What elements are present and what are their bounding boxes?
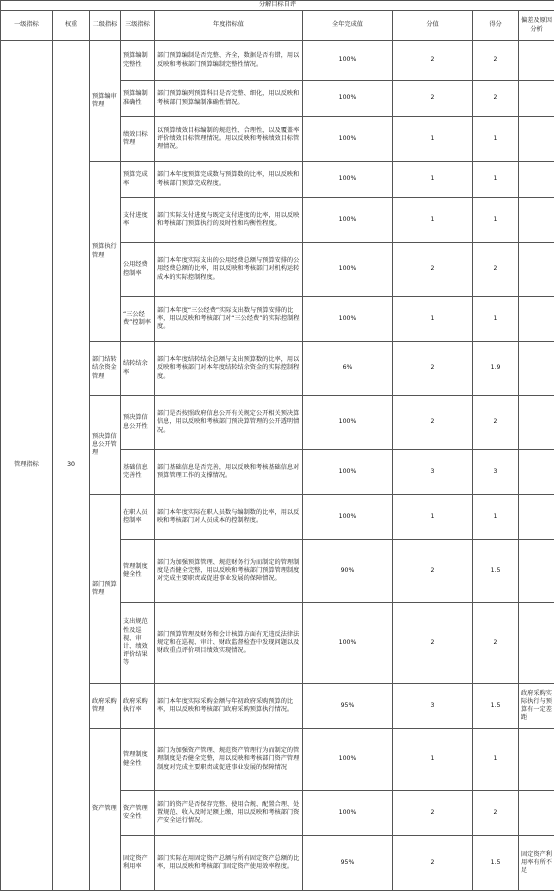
level3-cell: 基础信息完善性 — [121, 450, 155, 495]
level3-cell: 预决算信息公开性 — [121, 396, 155, 450]
actual-cell: 100% — [303, 396, 393, 450]
got-cell: 1.5 — [473, 540, 519, 603]
deviation-cell — [519, 117, 554, 162]
score-cell: 3 — [393, 450, 473, 495]
score-cell: 1 — [393, 495, 473, 540]
actual-cell: 95% — [303, 836, 393, 891]
deviation-cell — [519, 297, 554, 342]
deviation-cell: 固定资产利用率有所不足 — [519, 836, 554, 891]
got-cell: 1.5 — [473, 836, 519, 891]
deviation-cell: 政府采购实际执行与预算有一定差距 — [519, 684, 554, 729]
got-cell: 1 — [473, 162, 519, 198]
header-weight: 权重 — [53, 11, 90, 41]
level3-cell: 结转结余率 — [121, 342, 155, 396]
score-cell: 1 — [393, 729, 473, 791]
level3-cell: 预算完成率 — [121, 162, 155, 198]
score-cell: 1 — [393, 162, 473, 198]
level3-cell: 绩效目标管理 — [121, 117, 155, 162]
header-score: 分值 — [393, 11, 473, 41]
score-cell: 1 — [393, 297, 473, 342]
level2-cell: 预算执行管理 — [90, 162, 121, 342]
got-cell: 2 — [473, 603, 519, 684]
target-cell: 部门是否按照政府信息公开有关规定公开相关预决算信息，用以反映和考核部门预决算管理的公开透明情况。 — [155, 396, 303, 450]
header-level2: 二级指标 — [90, 11, 121, 41]
actual-cell: 100% — [303, 81, 393, 117]
level3-cell: 预算编制准确性 — [121, 81, 155, 117]
score-cell: 2 — [393, 243, 473, 297]
weight-cell: 30 — [53, 41, 90, 891]
actual-cell: 100% — [303, 117, 393, 162]
header-actual: 全年完成值 — [303, 11, 393, 41]
actual-cell: 100% — [303, 603, 393, 684]
actual-cell: 100% — [303, 198, 393, 243]
got-cell: 3 — [473, 450, 519, 495]
actual-cell: 6% — [303, 342, 393, 396]
header-got: 得分 — [473, 11, 519, 41]
target-cell: 部门本年度实际支出的公用经费总额与预算安排的公用经费总额的比率，用以反映和考核部门对机构运转成本的实际控制程度。 — [155, 243, 303, 297]
target-cell: 部门实际支付进度与既定支付进度的比率，用以反映和考核部门预算执行的及时性和均衡性程度。 — [155, 198, 303, 243]
target-cell: 部门本年度实际采购金额与年初政府采购预算的比率，用以反映和考核部门政府采购预算执行情况。 — [155, 684, 303, 729]
level1-cell: 管理指标 — [1, 41, 53, 891]
level3-cell: 在职人员控制率 — [121, 495, 155, 540]
target-cell: 部门为加强预算管理、规范财务行为而制定的管理制度是否健全完整，用以反映和考核部门预算管理制度对完成主要职责或促进事业发展的保障情况。 — [155, 540, 303, 603]
score-cell: 1 — [393, 117, 473, 162]
target-cell: 部门预算管理及财务和会计核算方面有无违反法律法规定和在巡视、审计、财政监督检查中发现问题以及财政重点评价项目绩效实现情况。 — [155, 603, 303, 684]
got-cell: 2 — [473, 243, 519, 297]
score-cell: 2 — [393, 540, 473, 603]
got-cell: 2 — [473, 791, 519, 836]
actual-cell: 100% — [303, 495, 393, 540]
target-cell: 部门本年度“三公经费”实际支出数与预算安排的比率，用以反映和考核部门对“三公经费”的实际控制程度。 — [155, 297, 303, 342]
deviation-cell — [519, 198, 554, 243]
got-cell: 1 — [473, 117, 519, 162]
score-cell: 3 — [393, 684, 473, 729]
target-cell: 部门的资产是否保存完整、使用合规、配置合理、处置规范、收入及时足额上缴，用以反映和考核部门资产安全运行情况。 — [155, 791, 303, 836]
actual-cell: 100% — [303, 791, 393, 836]
level3-cell: 公用经费控制率 — [121, 243, 155, 297]
header-deviation: 偏差及原因分析 — [519, 11, 554, 41]
level3-cell: 资产管理安全性 — [121, 791, 155, 836]
actual-cell: 100% — [303, 41, 393, 81]
got-cell: 2 — [473, 41, 519, 81]
target-cell: 部门预算编制是否完整、齐全，数据是否有错，用以反映和考核部门预算编制完整性情况。 — [155, 41, 303, 81]
got-cell: 1 — [473, 729, 519, 791]
score-cell: 2 — [393, 791, 473, 836]
actual-cell: 100% — [303, 450, 393, 495]
got-cell: 1.9 — [473, 342, 519, 396]
got-cell: 2 — [473, 81, 519, 117]
level2-cell: 预算编审管理 — [90, 41, 121, 162]
level3-cell: 固定资产利用率 — [121, 836, 155, 891]
got-cell: 1 — [473, 198, 519, 243]
deviation-cell — [519, 342, 554, 396]
score-cell: 2 — [393, 342, 473, 396]
score-cell: 1 — [393, 198, 473, 243]
header-level1: 一级指标 — [1, 11, 53, 41]
actual-cell: 100% — [303, 162, 393, 198]
target-cell: 部门实际在用固定资产总额与所有固定资产总额的比率，用以反映和考核部门固定资产使用效率程度。 — [155, 836, 303, 891]
got-cell: 2 — [473, 396, 519, 450]
deviation-cell — [519, 396, 554, 450]
header-level3: 三级指标 — [121, 11, 155, 41]
got-cell: 1 — [473, 495, 519, 540]
score-cell: 2 — [393, 396, 473, 450]
deviation-cell — [519, 450, 554, 495]
level2-cell: 政府采购管理 — [90, 684, 121, 729]
target-cell: 部门本年度预算完成数与预算数的比率，用以反映和考核部门预算完成程度。 — [155, 162, 303, 198]
got-cell: 1.5 — [473, 684, 519, 729]
deviation-cell — [519, 540, 554, 603]
actual-cell: 90% — [303, 540, 393, 603]
deviation-cell — [519, 81, 554, 117]
deviation-cell — [519, 41, 554, 81]
actual-cell: 95% — [303, 684, 393, 729]
level3-cell: 管理制度健全性 — [121, 540, 155, 603]
level3-cell: 支出规范性及巡视、审计、绩效评价结果等 — [121, 603, 155, 684]
level2-cell: 部门结转结余资金管理 — [90, 342, 121, 396]
deviation-cell — [519, 603, 554, 684]
score-cell: 2 — [393, 603, 473, 684]
level2-cell: 部门预算管理 — [90, 495, 121, 684]
deviation-cell — [519, 729, 554, 791]
level3-cell: 预算编制完整性 — [121, 41, 155, 81]
target-cell: 部门本年度实际在职人员数与编制数的比率，用以反映和考核部门对人员成本的控制程度。 — [155, 495, 303, 540]
level2-cell: 预决算信息公开管理 — [90, 396, 121, 495]
header-annual-target: 年度指标值 — [155, 11, 303, 41]
actual-cell: 100% — [303, 729, 393, 791]
got-cell: 1 — [473, 297, 519, 342]
target-cell: 部门预算编列预算科目是否完整、细化，用以反映和考核部门预算编制准确性情况。 — [155, 81, 303, 117]
score-cell: 2 — [393, 41, 473, 81]
level2-cell: 资产管理 — [90, 729, 121, 891]
actual-cell: 100% — [303, 297, 393, 342]
table-row — [1, 41, 554, 81]
actual-cell: 100% — [303, 243, 393, 297]
deviation-cell — [519, 495, 554, 540]
target-cell: 以预算绩效目标编制的规范性、合理性，以及覆盖率评价绩效目标管理情况。用以反映和考核绩效目标管理情况。 — [155, 117, 303, 162]
score-cell: 2 — [393, 836, 473, 891]
level3-cell: 支付进度率 — [121, 198, 155, 243]
target-cell: 部门为加强资产管理、规范资产管理行为而制定的管理制度是否健全完整，用以反映和考核部门资产管理制度对完成主要职责或促进事业发展的保障情况 — [155, 729, 303, 791]
score-cell: 2 — [393, 81, 473, 117]
deviation-cell — [519, 791, 554, 836]
target-cell: 部门本年度结转结余总额与支出预算数的比率，用以反映和考核部门对本年度结转结余资金的实际控制程度。 — [155, 342, 303, 396]
target-cell: 部门基础信息是否完善，用以反映和考核基础信息对预算管理工作的支撑情况。 — [155, 450, 303, 495]
deviation-cell — [519, 243, 554, 297]
table-title: 分解目标自评 — [1, 1, 554, 11]
deviation-cell — [519, 162, 554, 198]
level3-cell: 管理制度健全性 — [121, 729, 155, 791]
level3-cell: “三公经费”控制率 — [121, 297, 155, 342]
level3-cell: 政府采购执行率 — [121, 684, 155, 729]
